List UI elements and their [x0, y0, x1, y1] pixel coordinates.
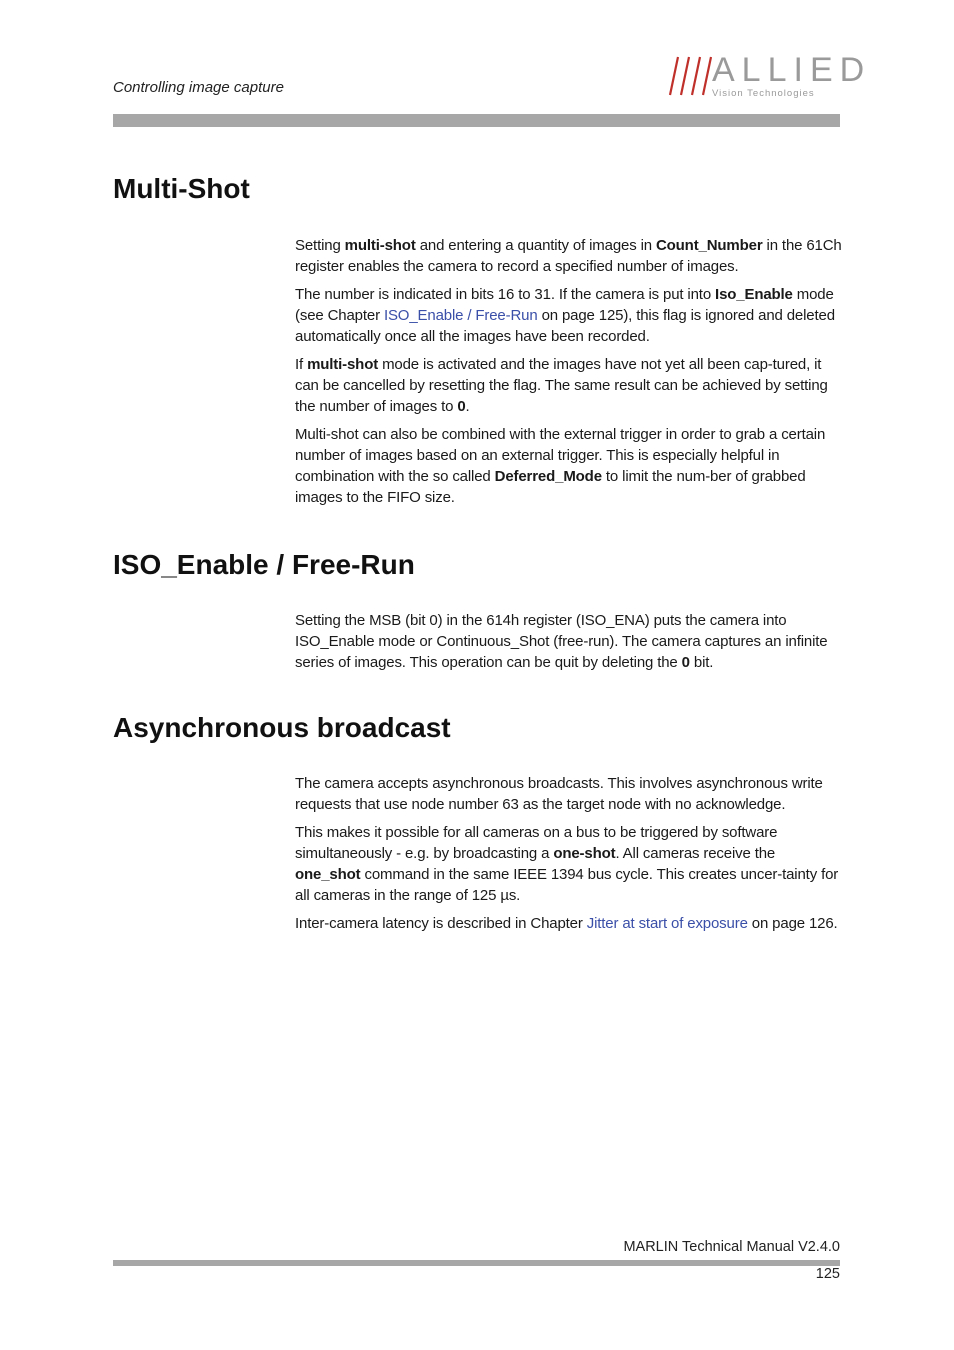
- logo-slashes-icon: [668, 55, 712, 97]
- bold-term: Deferred_Mode: [494, 468, 602, 485]
- paragraph: Setting the MSB (bit 0) in the 614h register (ISO_ENA) puts the camera into ISO_Enable mode or Continuous_Shot (free-run). The camera captures an infinite series of images. This operation can be quit by deleting the 0 bit.: [295, 612, 828, 671]
- footer-page-number: 125: [815, 1266, 840, 1282]
- chapter-link[interactable]: Jitter at start of exposure: [586, 915, 748, 932]
- logo-subtitle: Vision Technologies: [712, 88, 815, 99]
- bold-term: one_shot: [295, 866, 361, 883]
- bold-term: multi-shot: [344, 237, 416, 254]
- bold-term: 0: [681, 654, 690, 671]
- footer-manual-title: MARLIN Technical Manual V2.4.0: [623, 1239, 840, 1255]
- paragraph: Multi-shot can also be combined with the external trigger in order to grab a certain number of images based on an external trigger. This is especially helpful in combination with the so called Deferred_Mode to limit the num-ber of grabbed images to the FIFO size.: [295, 426, 826, 506]
- paragraph: Inter-camera latency is described in Chapter Jitter at start of exposure on page 126.: [295, 915, 838, 932]
- page-header-title: Controlling image capture: [113, 79, 284, 96]
- bold-term: Count_Number: [655, 237, 763, 254]
- logo-word: ALLIED: [712, 51, 872, 89]
- bold-term: one-shot: [553, 845, 616, 862]
- allied-logo: [668, 51, 872, 103]
- section-body-iso-enable: [295, 610, 843, 680]
- paragraph: This makes it possible for all cameras on a bus to be triggered by software simultaneously - e.g. by broadcasting a one-shot. All cameras receive the one_shot command in the same IEEE 1394 bus cycle. This creates uncer-tainty for all cameras in the range of 125 µs.: [295, 824, 839, 904]
- section-heading-multi-shot: Multi-Shot: [113, 173, 250, 204]
- paragraph: The number is indicated in bits 16 to 31. If the camera is put into Iso_Enable mode (see Chapter ISO_Enable / Free-Run on page 125), this flag is ignored and deleted automatically once all the images have been recorded.: [295, 286, 835, 345]
- section-heading-iso-enable: ISO_Enable / Free-Run: [113, 549, 415, 580]
- section-body-multi-shot: [295, 235, 843, 515]
- paragraph: The camera accepts asynchronous broadcasts. This involves asynchronous write requests that use node number 63 as the target node with no acknowledge.: [295, 775, 823, 813]
- chapter-link[interactable]: ISO_Enable / Free-Run: [383, 307, 538, 324]
- paragraph: If multi-shot mode is activated and the images have not yet all been cap-tured, it can be cancelled by resetting the flag. The same result can be achieved by setting the number of images to 0.: [295, 356, 828, 415]
- section-body-async-broadcast: [295, 773, 843, 941]
- footer-divider-bar: [113, 1260, 840, 1266]
- paragraph: Setting multi-shot and entering a quantity of images in Count_Number in the 61Ch register enables the camera to record a specified number of images.: [295, 237, 842, 275]
- section-heading-async-broadcast: Asynchronous broadcast: [113, 712, 451, 743]
- bold-term: multi-shot: [307, 356, 379, 373]
- bold-term: 0: [457, 398, 466, 415]
- header-divider-bar: [113, 114, 840, 127]
- bold-term: Iso_Enable: [715, 286, 793, 303]
